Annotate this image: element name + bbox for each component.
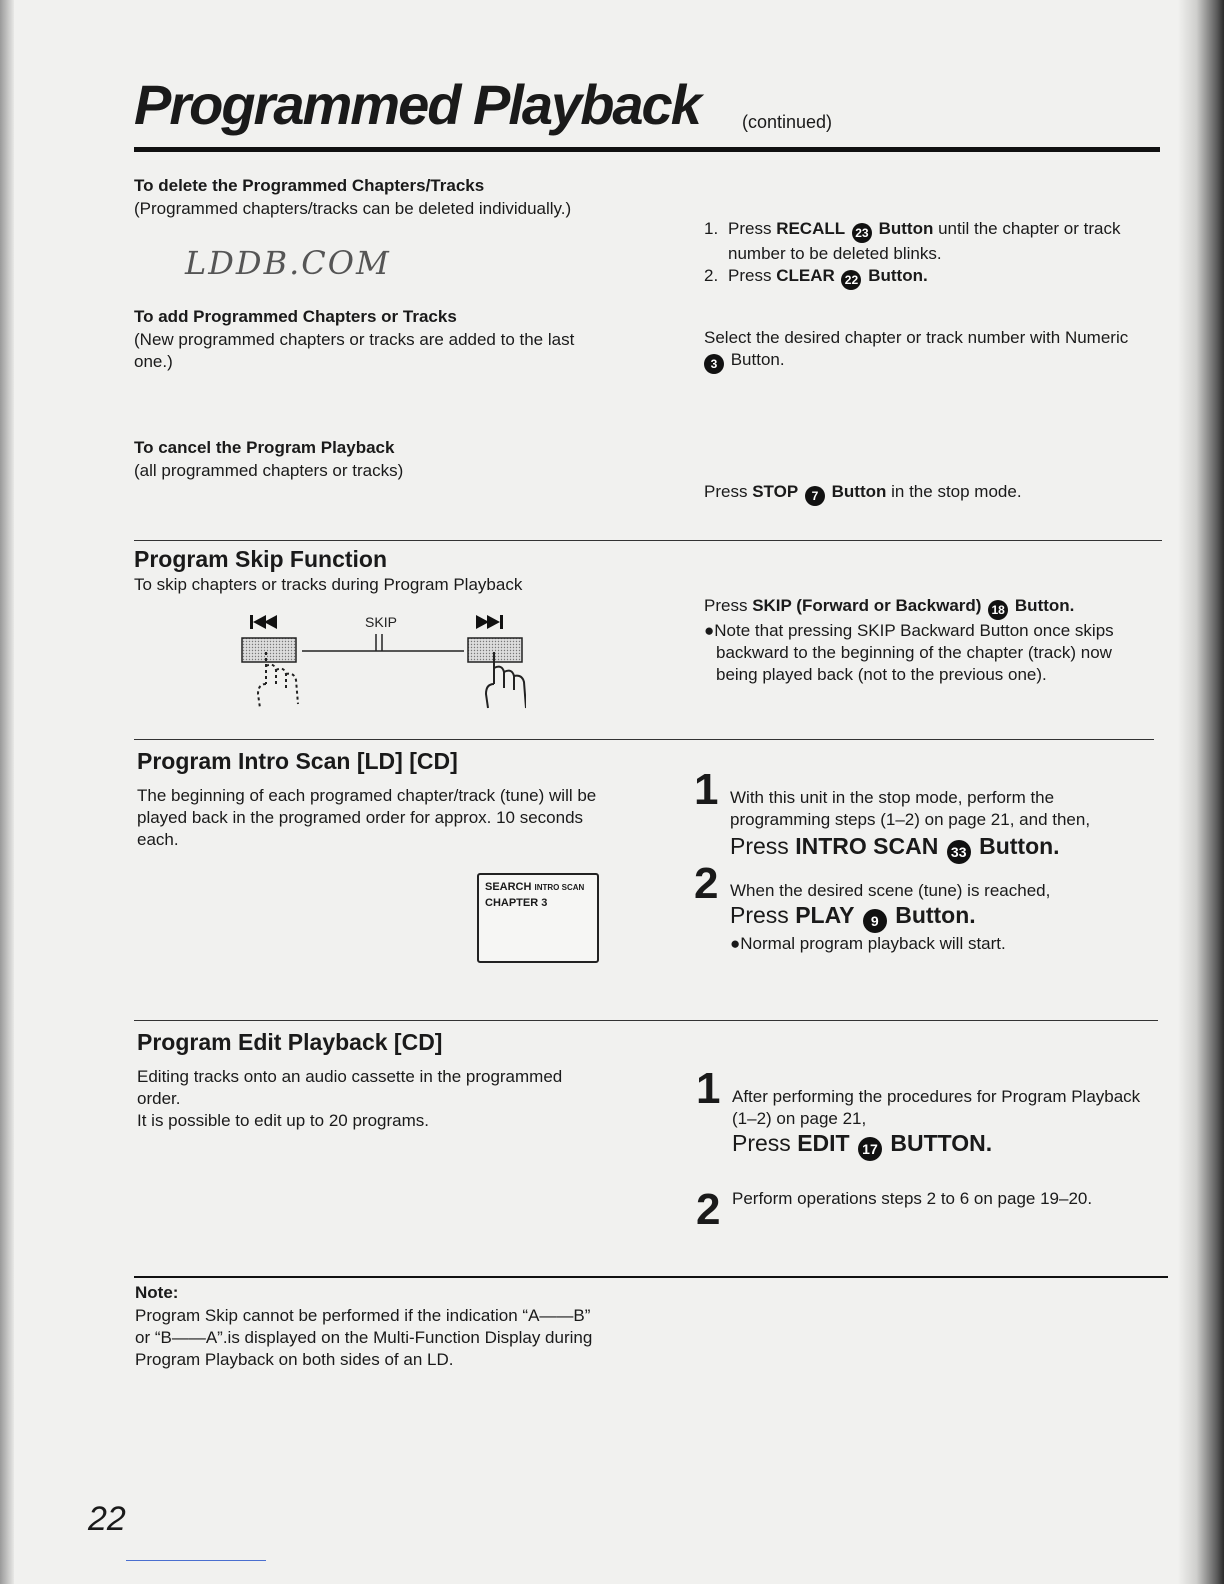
footer-line [126, 1560, 266, 1561]
note-section [135, 1283, 595, 1371]
intro-desc: The beginning of each programed chapter/track (tune) will be played back in the programed order for approx. 10 seconds each. [137, 786, 597, 849]
numeric-button-icon: 3 [704, 354, 724, 374]
skip-title: Program Skip Function [134, 546, 388, 572]
skip-label: SKIP [365, 614, 397, 630]
skip-backward-button-graphic [242, 638, 296, 662]
divider-3 [134, 1020, 1158, 1021]
page-edge-left [0, 0, 14, 1584]
cancel-section-left [134, 438, 634, 482]
divider-2 [134, 739, 1154, 740]
skip-diagram [236, 604, 526, 714]
edit-step-2: Perform operations steps 2 to 6 on page 19–20. [732, 1189, 1093, 1208]
edit-step-1: After performing the procedures for Program Playback (1–2) on page 21, Press EDIT 17 BUTTON. [732, 1086, 1162, 1161]
note-rule [134, 1276, 1168, 1278]
add-section-left [134, 307, 604, 373]
play-button-icon: 9 [863, 909, 887, 933]
cancel-desc: (all programmed chapters or tracks) [134, 461, 404, 480]
skip-note: ●Note that pressing SKIP Backward Button once skips backward to the beginning of the chapter (track) now being played back (not to the previous one). [704, 621, 1114, 684]
add-heading: To add Programmed Chapters or Tracks [134, 307, 457, 326]
divider-1 [134, 540, 1162, 541]
cancel-heading: To cancel the Program Playback [134, 438, 395, 457]
intro-title: Program Intro Scan [LD] [CD] [137, 748, 458, 774]
note-heading: Note: [135, 1283, 179, 1302]
cancel-instruction: Press STOP 7 Button in the stop mode. [704, 481, 1154, 506]
clear-button-icon: 22 [841, 270, 861, 290]
skip-forward-icon [476, 615, 503, 629]
delete-step-1: 1. Press RECALL 23 Button until the chapter or track number to be deleted blinks. [704, 219, 1121, 263]
stop-button-icon: 7 [805, 486, 825, 506]
skip-desc: To skip chapters or tracks during Program Playback [134, 575, 523, 594]
edit-button-icon: 17 [858, 1137, 882, 1161]
add-desc: (New programmed chapters or tracks are added to the last one.) [134, 330, 575, 371]
add-instruction: Select the desired chapter or track number with Numeric 3 Button. [704, 327, 1154, 374]
edit-step-1-number: 1 [696, 1064, 721, 1113]
page-title-continued: (continued) [742, 112, 833, 132]
intro-step-1-number: 1 [694, 765, 719, 814]
skip-backward-icon [250, 615, 277, 629]
title-rule [134, 147, 1160, 152]
skip-instruction: Press SKIP (Forward or Backward) 18 Button. ●Note that pressing SKIP Backward Button once skips backward to the beginning of the chapter (track) now being played back (not to the previous one). [704, 595, 1144, 686]
intro-step-2: When the desired scene (tune) is reached, Press PLAY 9 Button. ●Normal program playback will start. [730, 880, 1130, 955]
delete-steps [704, 218, 1144, 290]
delete-section-left [134, 176, 634, 220]
edit-title: Program Edit Playback [CD] [137, 1029, 443, 1055]
delete-heading: To delete the Programmed Chapters/Tracks [134, 176, 485, 195]
intro-step-2-note: ●Normal program playback will start. [730, 934, 1006, 953]
page-edge-right [1178, 0, 1224, 1584]
edit-step-2-number: 2 [696, 1185, 721, 1234]
display-screen-graphic: SEARCH INTRO SCAN CHAPTER 3 [477, 873, 599, 963]
skip-button-icon: 18 [988, 600, 1008, 620]
delete-desc: (Programmed chapters/tracks can be deleted individually.) [134, 199, 572, 218]
edit-desc: Editing tracks onto an audio cassette in the programmed order. It is possible to edit up to 20 programs. [137, 1067, 563, 1130]
delete-step-2: 2. Press CLEAR 22 Button. [704, 265, 1144, 290]
intro-scan-button-icon: 33 [947, 840, 971, 864]
page-number: 22 [88, 1500, 126, 1538]
page-title: Programmed Playback [134, 73, 700, 136]
watermark-handwritten: LDDB.COM [185, 244, 391, 282]
note-text: Program Skip cannot be performed if the indication “A——B” or “B——A”.is displayed on the Multi-Function Display during Program Playback on both sides of an LD. [135, 1306, 593, 1369]
intro-step-1: With this unit in the stop mode, perform the programming steps (1–2) on page 21, and then, Press INTRO SCAN 33 Button. [730, 787, 1130, 864]
intro-step-2-number: 2 [694, 859, 719, 908]
recall-button-icon: 23 [852, 223, 872, 243]
